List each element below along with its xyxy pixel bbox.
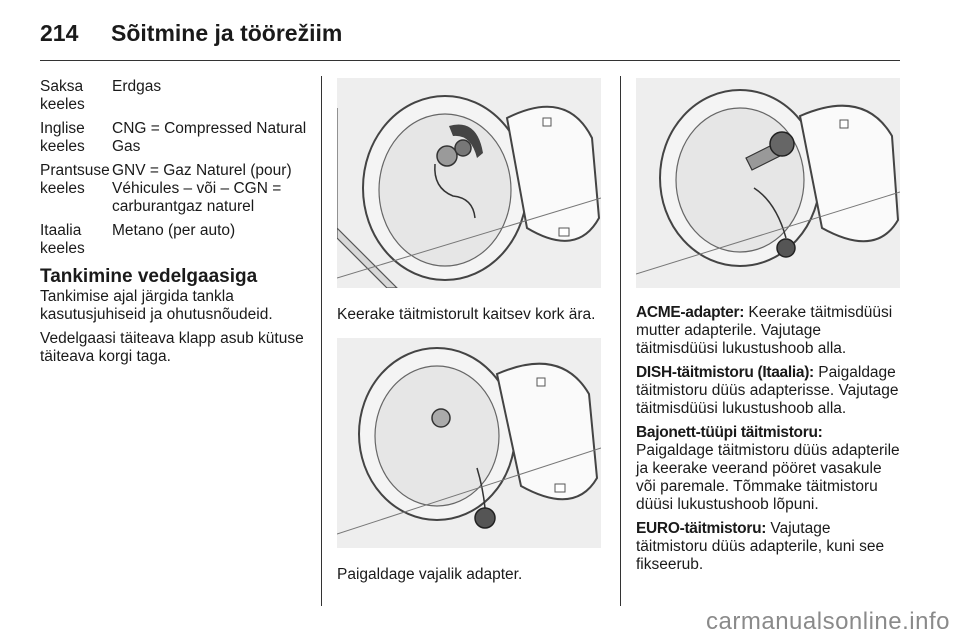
illustration-adapter-fitted: [636, 78, 900, 288]
header-divider: [40, 60, 900, 61]
language-term: CNG = Compressed Natural Gas: [112, 120, 307, 155]
language-term: Metano (per auto): [112, 222, 236, 239]
figure-caption: Paigaldage vajalik adapter.: [337, 566, 523, 583]
illustration-fuel-flap-cap-removal: [337, 78, 601, 288]
language-row: [40, 222, 322, 258]
language-name: Prantsuse keeles: [40, 162, 110, 197]
instruction-term: Bajonett-tüüpi täitmistoru:: [636, 424, 823, 441]
instruction-text: Paigaldage täitmistoru düüs adapterile ja keerake veerand pööret vasakule või paremale. Tõmmake täitmistoru düüsi lukustushoob lõpuni.: [636, 442, 900, 513]
language-term: Erdgas: [112, 78, 162, 95]
watermark: carmanualsonline.info: [706, 608, 950, 635]
language-table: [40, 78, 322, 258]
language-name: Saksa keeles: [40, 78, 85, 113]
language-row: [40, 162, 322, 216]
language-name: Inglise keeles: [40, 120, 85, 155]
page-title: Sõitmine ja töörežiim: [111, 20, 343, 46]
middle-column: [337, 78, 607, 590]
left-column: [40, 78, 322, 372]
language-term: GNV = Gaz Naturel (pour) Véhicules – või – CGN = carburantgaz naturel: [112, 162, 292, 215]
figure-install-adapter: [337, 338, 601, 548]
section-paragraph: Tankimise ajal järgida tankla kasutusjuhiseid ja ohutusnõudeid.: [40, 288, 273, 323]
instruction-text: Paigaldage täitmistoru düüs adapterisse. Vajutage täitmisdüüsi lukustushoob alla.: [636, 364, 899, 417]
instruction-bayonet: [636, 424, 904, 514]
instruction-dish: [636, 364, 904, 418]
section-title: Tankimine vedelgaasiga: [40, 266, 258, 287]
figure-caption: Keerake täitmistorult kaitsev kork ära.: [337, 306, 596, 323]
illustration-adapter-installation: [337, 338, 601, 548]
column-divider-right: [620, 76, 621, 606]
adapter-instructions: [636, 304, 904, 574]
figure-remove-cap: [337, 78, 601, 288]
language-row: [40, 120, 322, 156]
instruction-acme: [636, 304, 904, 358]
language-name: Itaalia keeles: [40, 222, 85, 257]
page-number: 214: [40, 20, 79, 46]
instruction-text: Keerake täitmisdüüsi mutter adapterile. Vajutage täitmisdüüsi lukustushoob alla.: [636, 304, 893, 357]
figure-adapter-types: [636, 78, 900, 288]
instruction-term: ACME-adapter:: [636, 304, 745, 321]
instruction-euro: [636, 520, 904, 574]
instruction-term: DISH-täitmistoru (Itaalia):: [636, 364, 814, 381]
instruction-text: Vajutage täitmistoru düüs adapterile, kuni see fikseerub.: [636, 520, 885, 573]
instruction-term: EURO-täitmistoru:: [636, 520, 767, 537]
right-column: [636, 78, 904, 580]
page-header: [40, 14, 900, 60]
language-row: [40, 78, 322, 114]
section-paragraph: Vedelgaasi täiteava klapp asub kütuse täiteava korgi taga.: [40, 330, 304, 365]
